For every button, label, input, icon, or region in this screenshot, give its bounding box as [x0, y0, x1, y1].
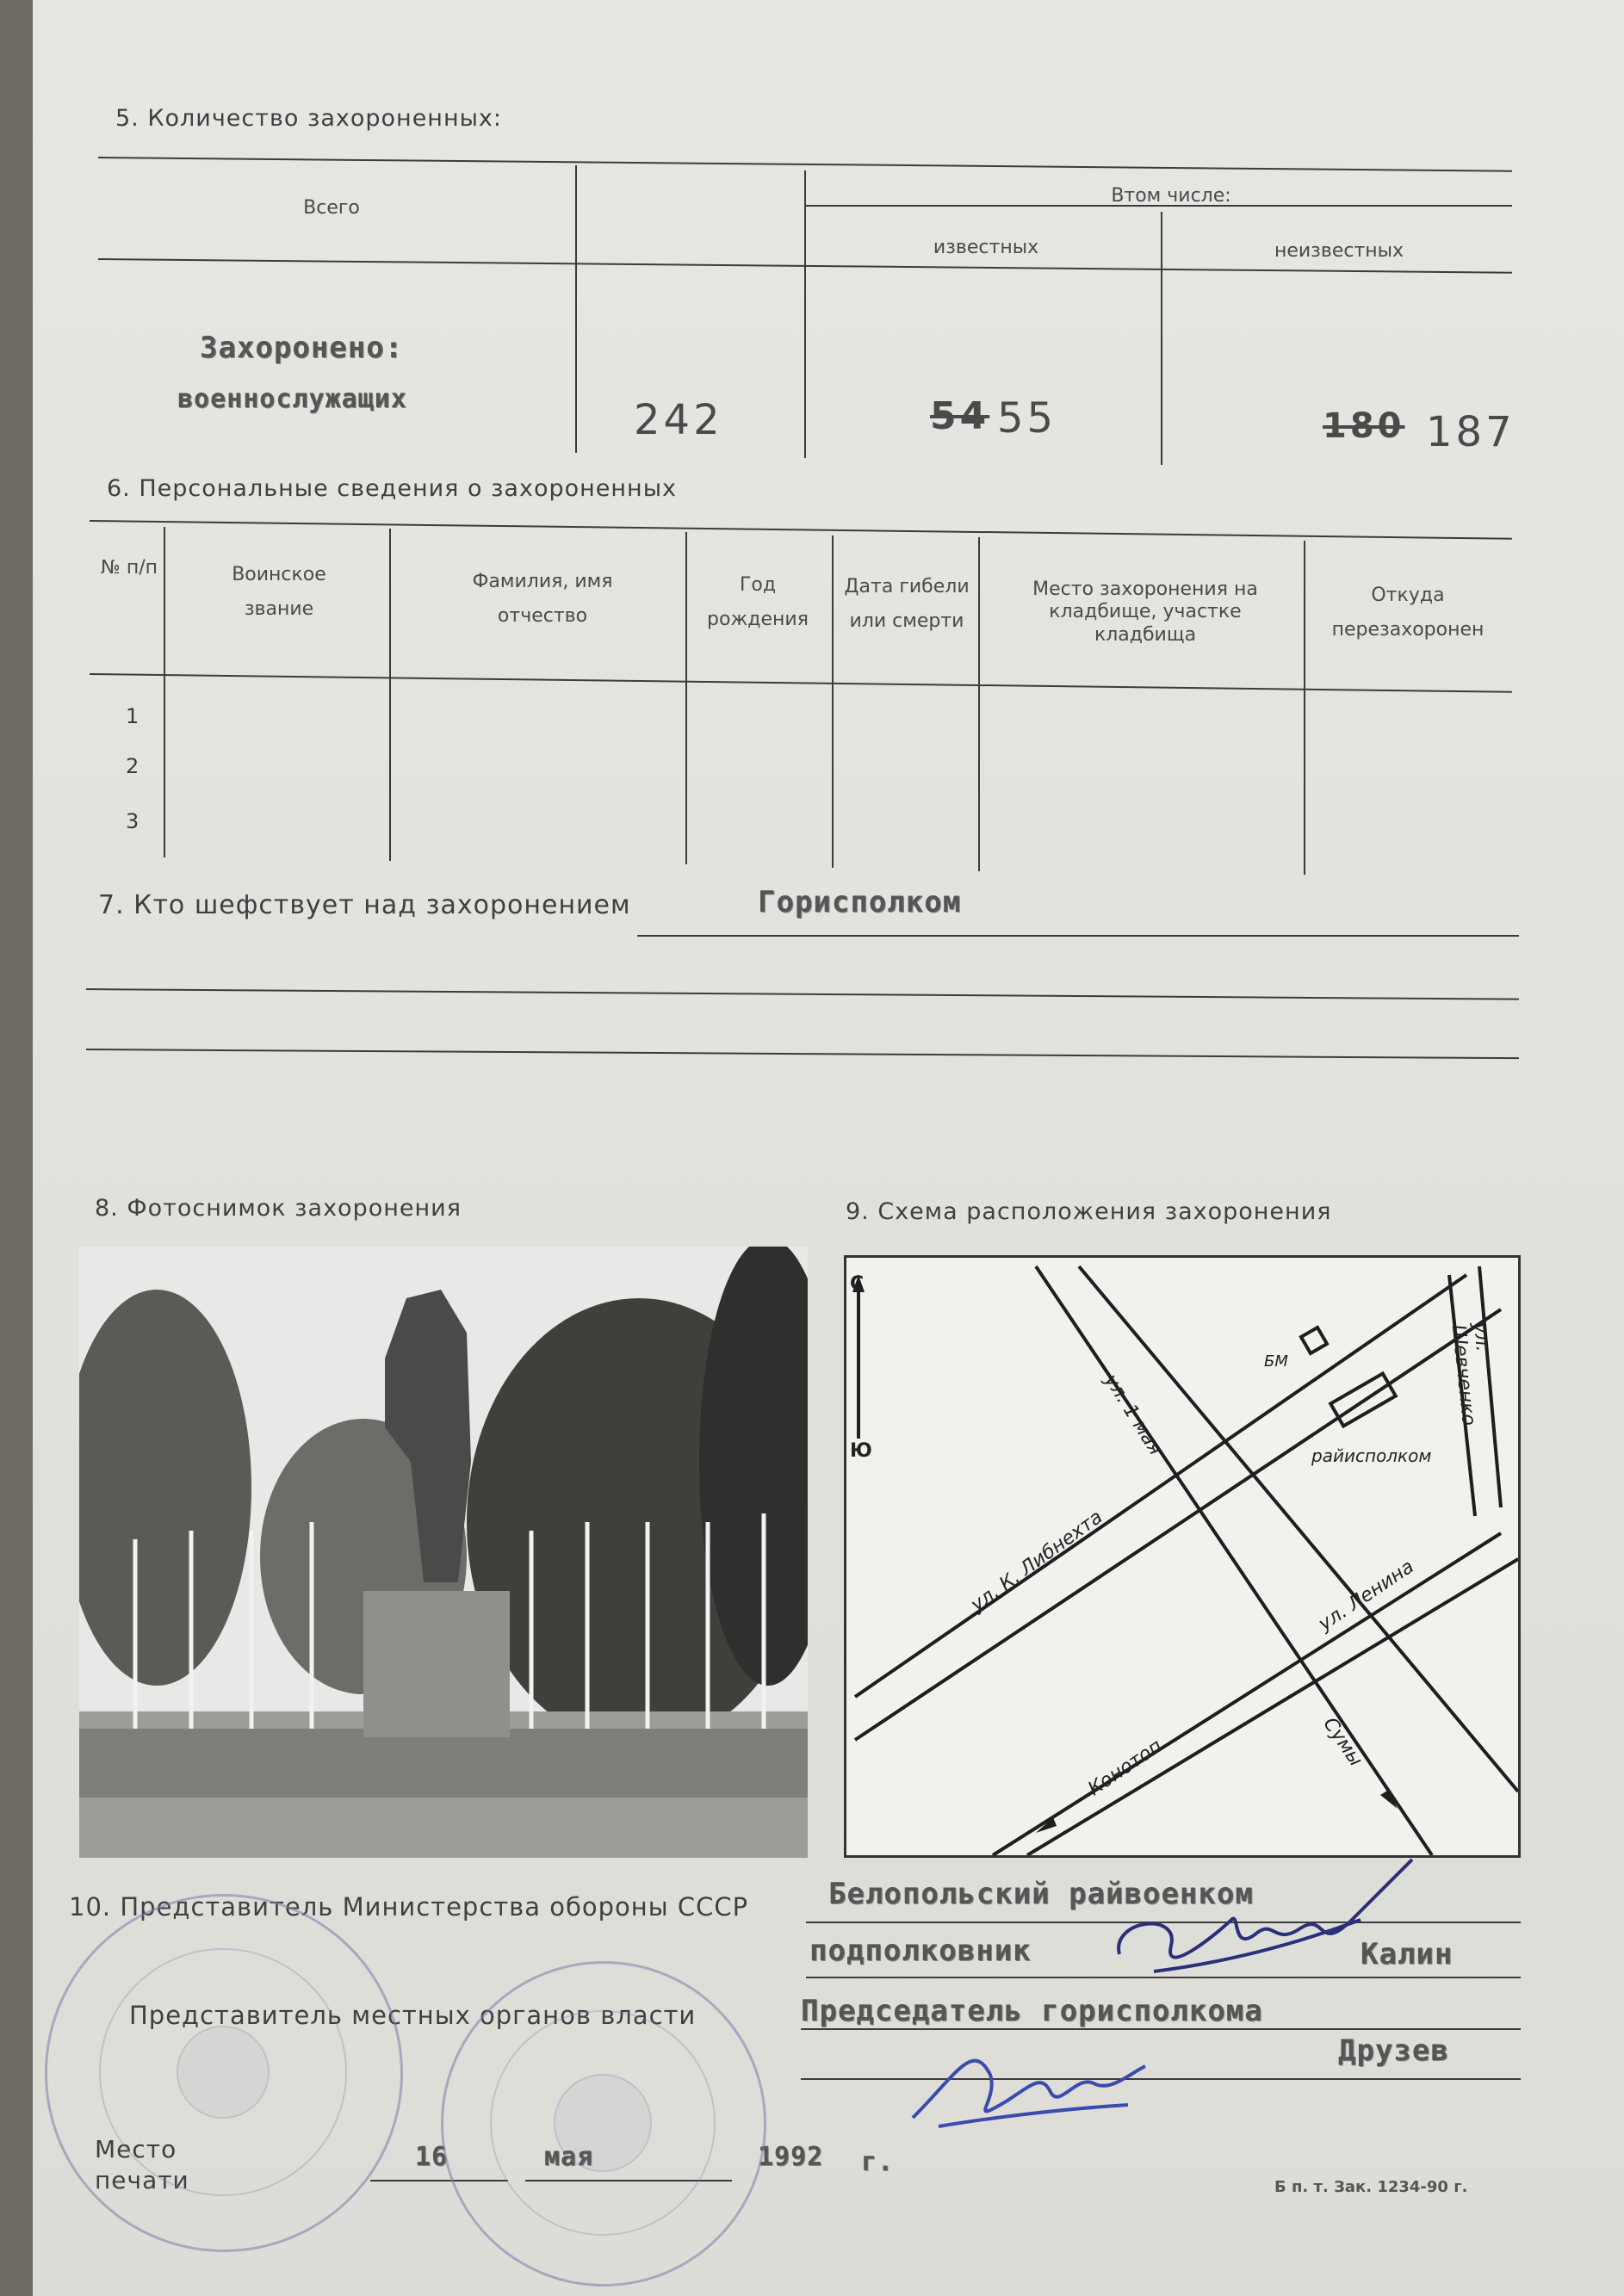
section5-title: 5. Количество захороненных:: [115, 105, 503, 132]
mil-line2-stamp: подполковник: [809, 1934, 1032, 1968]
header-birth-year: Год рождения: [707, 574, 809, 630]
unknown-count-old: 180: [1323, 406, 1405, 446]
header-num: № п/п: [100, 557, 158, 579]
map-north: С: [850, 1273, 865, 1295]
section8-title: 8. Фотоснимок захоронения: [95, 1195, 462, 1222]
servicemen-label-stamp: военнослужащих: [177, 384, 407, 414]
known-count-old: 54: [930, 394, 990, 438]
table5-vline: [804, 170, 806, 458]
street-shevchenko: ул. Шевченко: [1447, 1321, 1494, 1427]
local-line1-stamp: Председатель горисполкома: [801, 1994, 1263, 2028]
header-rank: Воинское звание: [232, 564, 326, 620]
local-authority-title: Представитель местных органов власти: [129, 2001, 697, 2030]
header-reburied-from: Откуда перезахоронен: [1331, 585, 1485, 641]
table6-vline: [685, 532, 687, 864]
col-known-header: известных: [933, 237, 1039, 258]
row-number: 1: [126, 704, 139, 728]
date-year: 1992: [758, 2142, 824, 2172]
unknown-count-new: 187: [1426, 408, 1516, 456]
section10-title: 10. Представитель Министерства обороны СССР: [69, 1892, 749, 1922]
known-count-new: 55: [997, 394, 1057, 442]
section9-title: 9. Схема расположения захоронения: [846, 1198, 1332, 1225]
section7-title: 7. Кто шефствует над захоронением: [98, 890, 631, 920]
table6-vline: [978, 537, 980, 871]
map-label-bm: БМ: [1264, 1352, 1288, 1371]
row-number: 2: [126, 754, 139, 778]
official-seal-left: [45, 1894, 403, 2252]
street-liebknecht: ул. К. Либнехта: [967, 1506, 1107, 1617]
local-name-stamp: Друзев: [1338, 2033, 1449, 2068]
direction-konotop: Конотоп: [1084, 1735, 1167, 1801]
map-south: Ю: [850, 1440, 872, 1462]
date-month: мая: [544, 2142, 594, 2172]
col-total-header: Всего: [303, 197, 360, 219]
date-day: 16: [415, 2142, 449, 2172]
header-death-date: Дата гибели или смерти: [844, 576, 970, 632]
table5-vline: [575, 165, 577, 453]
print-mark: Б п. т. Зак. 1234-90 г.: [1274, 2178, 1468, 2196]
seal-emblem: [177, 2026, 270, 2119]
place-label-2: печати: [95, 2166, 189, 2194]
patron-value-stamp: Горисполком: [758, 885, 962, 919]
total-count: 242: [634, 396, 723, 444]
map-streets: [846, 1258, 1518, 1855]
direction-sumy: Сумы: [1318, 1713, 1367, 1771]
table6-vline: [389, 529, 391, 861]
col-inclusive-header: Втом числе:: [1111, 185, 1231, 207]
table6-vline: [1304, 541, 1305, 875]
map-label-raiispolkom: райисполком: [1311, 1445, 1432, 1466]
mil-name-stamp: Калин: [1361, 1937, 1454, 1971]
table6-vline: [164, 527, 165, 857]
buried-label-stamp: Захоронено:: [200, 331, 404, 365]
row-number: 3: [126, 809, 139, 833]
patron-underline: [637, 935, 1519, 937]
header-burial-place: Место захоронения на кладбище, участке кладбища: [1032, 579, 1258, 646]
signature-military: [1102, 1851, 1447, 2006]
place-label-1: Место: [95, 2135, 177, 2163]
official-seal-right: [441, 1961, 766, 2287]
street-may1: ул. 1 мая: [1100, 1371, 1167, 1459]
table6-vline: [832, 535, 834, 868]
signature-local: [904, 2023, 1162, 2144]
date-year-suffix: г.: [861, 2147, 895, 2177]
mil-line1-stamp: Белопольский райвоенком: [828, 1877, 1254, 1911]
header-name: Фамилия, имя отчество: [472, 571, 613, 627]
location-map: [844, 1255, 1521, 1858]
col-unknown-header: неизвестных: [1274, 240, 1404, 262]
memorial-photo-drawing: [79, 1247, 808, 1858]
street-lenina: ул. Ленина: [1314, 1556, 1418, 1636]
seal-emblem: [554, 2074, 652, 2172]
memorial-photo: [79, 1247, 808, 1858]
table5-vline: [1161, 212, 1162, 465]
section6-title: 6. Персональные сведения о захороненных: [107, 475, 677, 502]
